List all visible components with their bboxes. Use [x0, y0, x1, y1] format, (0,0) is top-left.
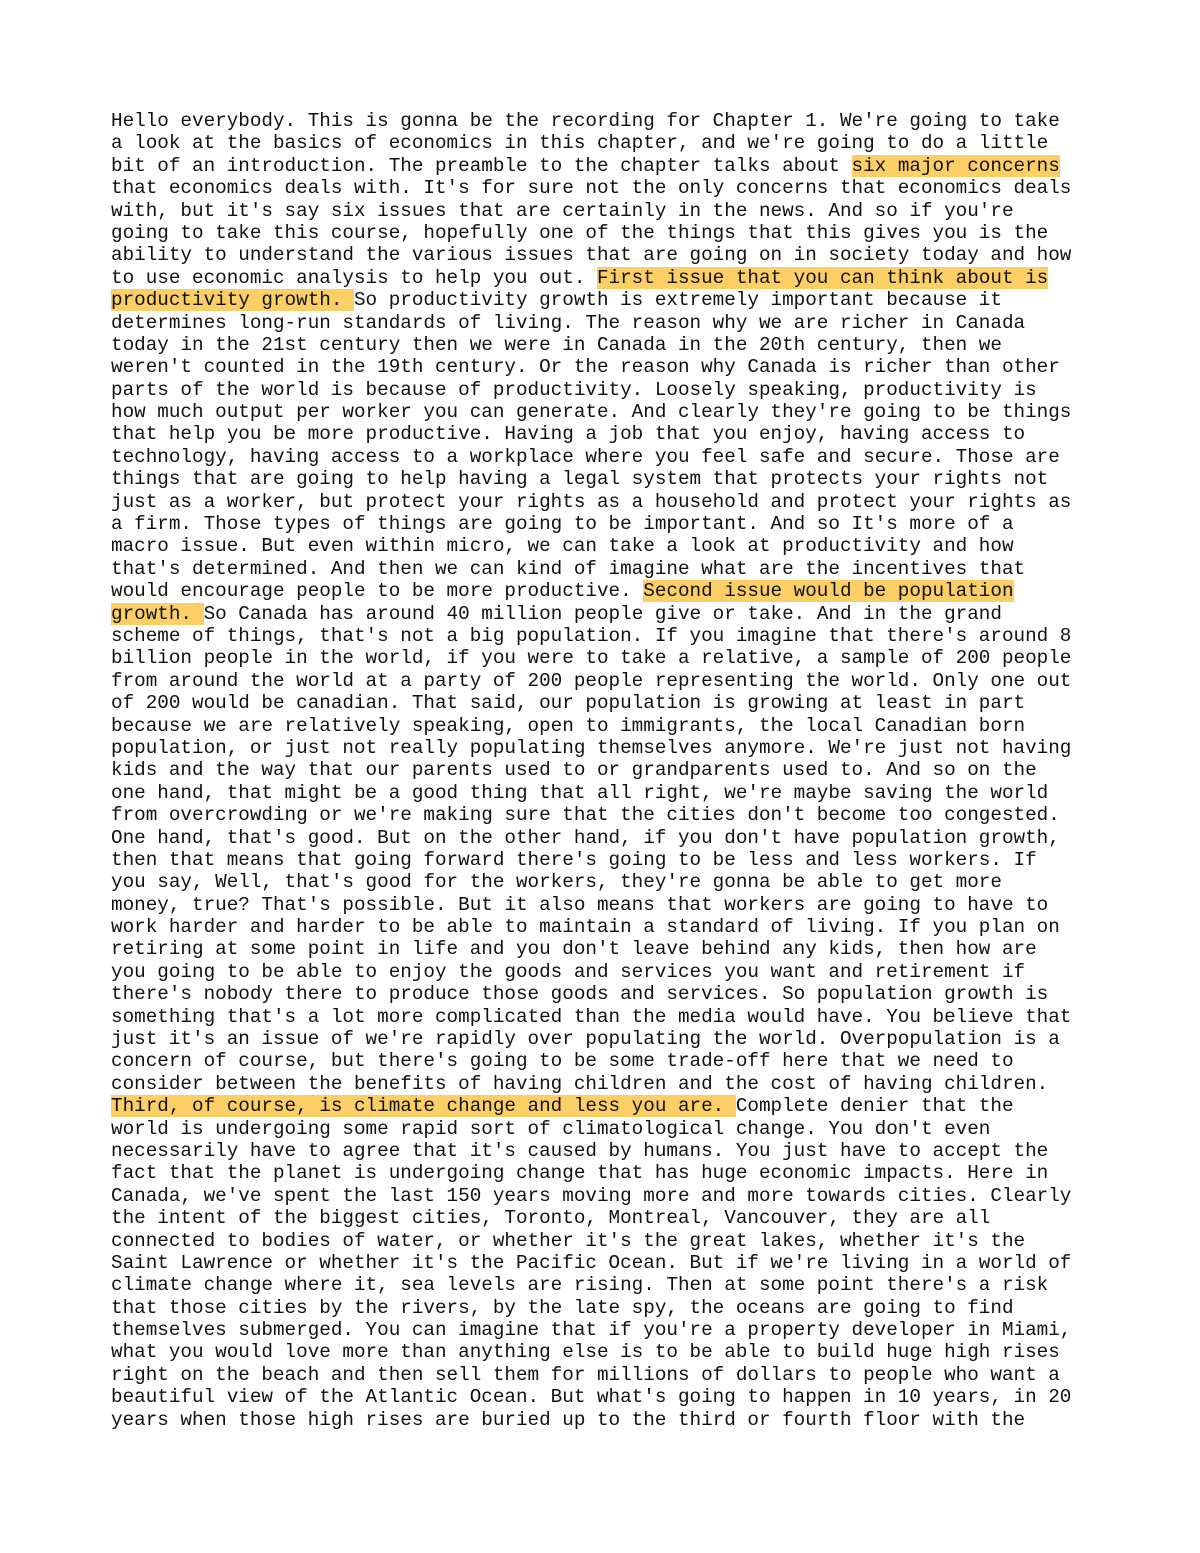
body-text: billion people in the world, if you were to take a relative, a sample of 200 people [111, 647, 1072, 670]
body-text: how much output per worker you can generate. And clearly they're going to be things [111, 401, 1072, 424]
body-text: weren't counted in the 19th century. Or the reason why Canada is richer than other [111, 356, 1060, 379]
body-text: kids and the way that our parents used to or grandparents used to. And so on the [111, 759, 1037, 782]
highlighted-text: Second issue would be population [643, 580, 1014, 603]
body-text: fact that the planet is undergoing change that has huge economic impacts. Here in [111, 1162, 1049, 1185]
body-text: determines long-run standards of living. The reason why we are richer in Canada [111, 311, 1026, 334]
body-text: something that's a lot more complicated than the media would have. You believe that [111, 1005, 1072, 1028]
text-line [111, 446, 1101, 468]
text-line [111, 423, 1101, 445]
body-text: necessarily have to agree that it's caused by humans. You just have to accept the [111, 1139, 1049, 1162]
body-text: themselves submerged. You can imagine that if you're a property developer in Miami, [111, 1319, 1072, 1342]
text-line [111, 670, 1101, 692]
body-text: So productivity growth is extremely important because it [353, 289, 1002, 312]
body-text: because we are relatively speaking, open to immigrants, the local Canadian born [111, 714, 1026, 737]
body-text: consider between the benefits of having children and the cost of having children. [111, 1072, 1049, 1095]
text-line [111, 692, 1101, 714]
body-text: beautiful view of the Atlantic Ocean. But what's going to happen in 10 years, in 20 [111, 1386, 1072, 1409]
text-line [111, 827, 1101, 849]
text-line [111, 1006, 1101, 1028]
text-line [111, 312, 1101, 334]
body-text: bit of an introduction. The preamble to the chapter talks about [111, 154, 852, 177]
text-line [111, 759, 1101, 781]
text-line [111, 513, 1101, 535]
body-text: of 200 would be canadian. That said, our population is growing at least in part [111, 692, 1026, 715]
text-line [111, 1050, 1101, 1072]
text-line [111, 200, 1101, 222]
body-text: macro issue. But even within micro, we can take a look at productivity and how [111, 535, 1014, 558]
body-text: connected to bodies of water, or whether it's the great lakes, whether it's the [111, 1229, 1026, 1252]
text-line [111, 132, 1101, 154]
body-text: then that means that going forward there's going to be less and less workers. If [111, 848, 1037, 871]
text-line [111, 715, 1101, 737]
body-text: just it's an issue of we're rapidly over populating the world. Overpopulation is a [111, 1028, 1060, 1051]
body-text: work harder and harder to be able to maintain a standard of living. If you plan on [111, 916, 1060, 939]
text-line [111, 401, 1101, 423]
body-text: So Canada has around 40 million people give or take. And in the grand [203, 602, 1002, 625]
text-line [111, 356, 1101, 378]
text-line [111, 1073, 1101, 1095]
text-line [111, 894, 1101, 916]
text-line [111, 961, 1101, 983]
body-text: that those cities by the rivers, by the late spy, the oceans are going to find [111, 1296, 1014, 1319]
text-line [111, 625, 1101, 647]
body-text: ability to understand the various issues that are going on in society today and how [111, 244, 1072, 267]
text-line [111, 1274, 1101, 1296]
body-text: population, or just not really populating themselves anymore. We're just not having [111, 736, 1072, 759]
body-text: One hand, that's good. But on the other hand, if you don't have population growth, [111, 826, 1060, 849]
text-line [111, 334, 1101, 356]
body-text: you say, Well, that's good for the workers, they're gonna be able to get more [111, 871, 1002, 894]
text-line [111, 1230, 1101, 1252]
text-line [111, 379, 1101, 401]
body-text: scheme of things, that's not a big population. If you imagine that there's around 8 [111, 624, 1072, 647]
text-line [111, 1297, 1101, 1319]
text-line [111, 1162, 1101, 1184]
text-line [111, 110, 1101, 132]
body-text: Hello everybody. This is gonna be the recording for Chapter 1. We're going to take [111, 110, 1060, 132]
body-text: you going to be able to enjoy the goods and services you want and retirement if [111, 960, 1026, 983]
body-text: with, but it's say six issues that are certainly in the news. And so if you're [111, 199, 1014, 222]
text-line [111, 267, 1101, 289]
body-text: to use economic analysis to help you out. [111, 266, 597, 289]
text-line [111, 782, 1101, 804]
body-text: concern of course, but there's going to be some trade-off here that we need to [111, 1050, 1014, 1073]
highlighted-text: Third, of course, is climate change and less you are. [111, 1095, 736, 1118]
highlighted-text: six major concerns [851, 154, 1060, 177]
text-line [111, 1095, 1101, 1117]
text-line [111, 1207, 1101, 1229]
body-text: things that are going to help having a legal system that protects your rights not [111, 468, 1049, 491]
highlighted-text: growth. [111, 602, 204, 625]
body-text: one hand, that might be a good thing that all right, we're maybe saving the world [111, 781, 1049, 804]
body-text: the intent of the biggest cities, Toronto, Montreal, Vancouver, they are all [111, 1207, 991, 1230]
text-line [111, 1140, 1101, 1162]
document-page [111, 110, 1101, 1431]
body-text: would encourage people to be more productive. [111, 580, 644, 603]
text-line [111, 916, 1101, 938]
body-text: retiring at some point in life and you don't leave behind any kids, then how are [111, 938, 1037, 961]
body-text: that economics deals with. It's for sure not the only concerns that economics deals [111, 177, 1072, 200]
body-text: what you would love more than anything else is to be able to build huge high rises [111, 1341, 1060, 1364]
body-text: going to take this course, hopefully one of the things that this gives you is the [111, 221, 1049, 244]
text-line [111, 737, 1101, 759]
body-text: a firm. Those types of things are going to be important. And so It's more of a [111, 513, 1014, 536]
body-text: there's nobody there to produce those goods and services. So population growth is [111, 983, 1049, 1006]
body-text: technology, having access to a workplace where you feel safe and secure. Those are [111, 445, 1060, 468]
text-line [111, 1341, 1101, 1363]
body-text: years when those high rises are buried up to the third or fourth floor with the [111, 1408, 1026, 1431]
text-line [111, 155, 1101, 177]
text-line [111, 1409, 1101, 1431]
highlighted-text: First issue that you can think about is [596, 266, 1049, 289]
text-line [111, 222, 1101, 244]
text-line [111, 647, 1101, 669]
text-line [111, 1185, 1101, 1207]
text-line [111, 849, 1101, 871]
text-line [111, 535, 1101, 557]
body-text: that help you be more productive. Having a job that you enjoy, having access to [111, 423, 1026, 446]
text-line [111, 1118, 1101, 1140]
body-text: from overcrowding or we're making sure that the cities don't become too congested. [111, 804, 1060, 827]
body-text: Canada, we've spent the last 150 years moving more and more towards cities. Clearly [111, 1184, 1072, 1207]
text-line [111, 468, 1101, 490]
body-text: climate change where it, sea levels are rising. Then at some point there's a risk [111, 1274, 1049, 1297]
body-text: today in the 21st century then we were in Canada in the 20th century, then we [111, 333, 1002, 356]
body-text: just as a worker, but protect your rights as a household and protect your rights as [111, 490, 1072, 513]
text-line [111, 244, 1101, 266]
text-line [111, 1319, 1101, 1341]
text-line [111, 938, 1101, 960]
highlighted-text: productivity growth. [111, 289, 354, 312]
body-text: money, true? That's possible. But it also means that workers are going to have to [111, 893, 1049, 916]
body-text: parts of the world is because of productivity. Loosely speaking, productivity is [111, 378, 1037, 401]
text-line [111, 491, 1101, 513]
body-text: that's determined. And then we can kind of imagine what are the incentives that [111, 557, 1026, 580]
text-line [111, 1386, 1101, 1408]
text-line [111, 289, 1101, 311]
body-text: world is undergoing some rapid sort of climatological change. You don't even [111, 1117, 991, 1140]
text-line [111, 1028, 1101, 1050]
text-line [111, 1252, 1101, 1274]
body-text: Saint Lawrence or whether it's the Pacific Ocean. But if we're living in a world of [111, 1251, 1072, 1274]
body-text: a look at the basics of economics in this chapter, and we're going to do a little [111, 132, 1049, 155]
text-line [111, 558, 1101, 580]
body-text: right on the beach and then sell them for millions of dollars to people who want a [111, 1363, 1060, 1386]
text-line [111, 1364, 1101, 1386]
text-line [111, 871, 1101, 893]
text-line [111, 804, 1101, 826]
text-line [111, 983, 1101, 1005]
text-line [111, 603, 1101, 625]
body-text: from around the world at a party of 200 people representing the world. Only one out [111, 669, 1072, 692]
text-line [111, 580, 1101, 602]
text-line [111, 177, 1101, 199]
body-text: Complete denier that the [735, 1095, 1014, 1118]
